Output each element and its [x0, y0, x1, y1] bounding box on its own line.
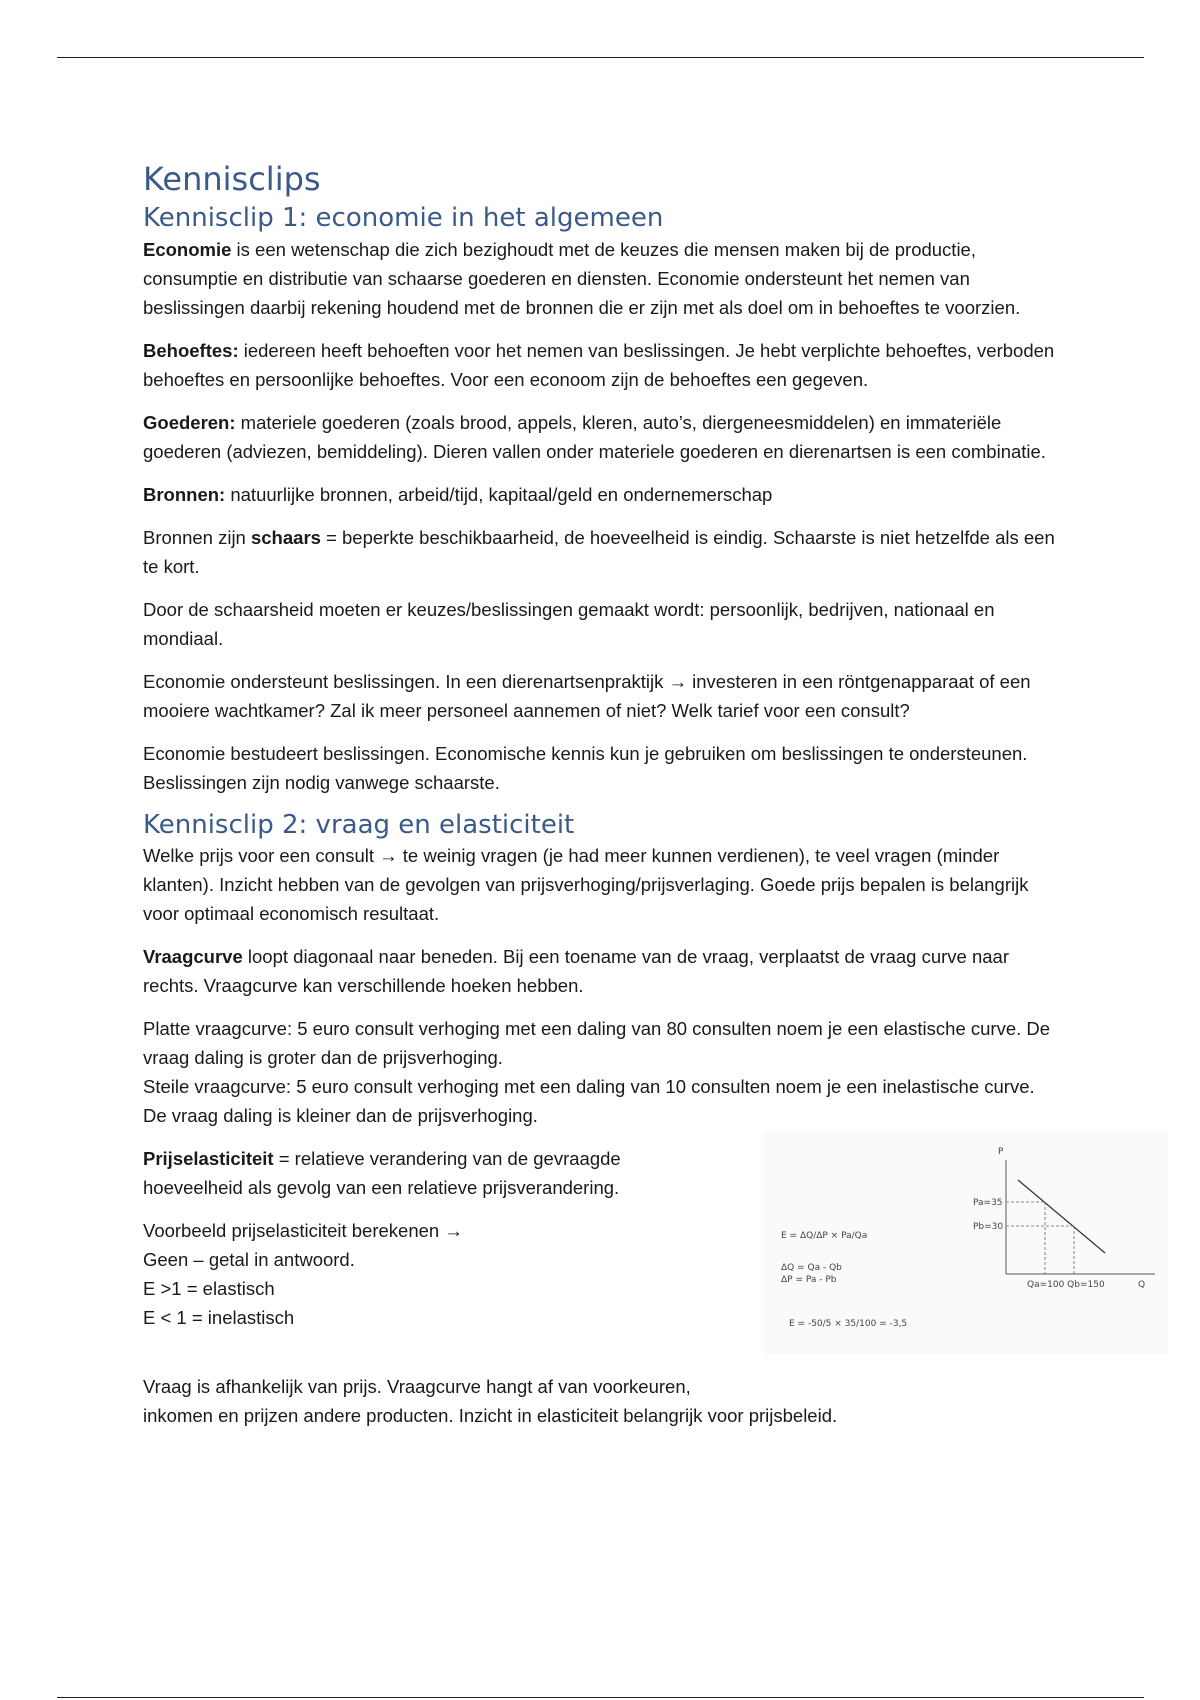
term-schaars: schaars — [250, 526, 321, 548]
paragraph-schaarsheid: Door de schaarsheid moeten er keuzes/beslissingen gemaakt wordt: persoonlijk, bedrijven, nationaal en mondiaal. — [143, 598, 995, 649]
term-behoeftes: Behoeftes: — [143, 339, 239, 361]
paragraph-line: Voorbeeld prijselasticiteit berekenen → — [143, 1220, 463, 1242]
paragraph-line: E < 1 = inelastisch — [143, 1307, 295, 1329]
paragraph-economie — [143, 235, 1063, 322]
axis-label-p: P — [998, 1147, 1004, 1158]
paragraph-text: is een wetenschap die zich bezighoudt met de keuzes die mensen maken bij de productie, consumptie en distributie van schaarse goederen en diensten. Economie ondersteunt het nemen van beslissingen daarbij rekening houdend met de bronnen die er zijn met als doel om in behoeftes te voorzien. — [143, 238, 1021, 318]
paragraph-prijs-consult: Welke prijs voor een consult → te weinig vragen (je had meer kunnen verdienen), te veel vragen (minder klanten). Inzicht hebben van de gevolgen van prijsverhoging/prijsverlaging. Goede prijs bepalen is belangrijk voor optimaal economisch resultaat. — [143, 845, 1029, 925]
paragraph-line: inkomen en prijzen andere producten. Inzicht in elasticiteit belangrijk voor prijsbeleid. — [143, 1405, 838, 1427]
paragraph-text: Bronnen zijn — [143, 526, 251, 548]
elasticity-text — [143, 1144, 703, 1332]
header-rule — [57, 57, 1144, 58]
section-heading-clip2: Kennisclip 2: vraag en elasticiteit — [143, 809, 575, 840]
footer-rule — [57, 1697, 1144, 1698]
paragraph-vraag-prijs — [143, 1372, 1063, 1430]
paragraph-vraagcurve — [143, 942, 1063, 1000]
elasticity-figure-svg — [763, 1132, 1168, 1354]
label-pb: Pb=30 — [973, 1222, 1004, 1233]
label-qa-qb: Qa=100 Qb=150 — [1027, 1280, 1105, 1291]
term-vraagcurve: Vraagcurve — [143, 946, 243, 968]
axis-label-q: Q — [1138, 1280, 1146, 1291]
paragraph-line: Platte vraagcurve: 5 euro consult verhoging met een daling van 80 consulten noem je een elastische curve. De vraag daling is groter dan de prijsverhoging. — [143, 1018, 1051, 1069]
paragraph-text: materiele goederen (zoals brood, appels, kleren, auto’s, diergeneesmiddelen) en immateriële goederen (adviezen, bemiddeling). Dieren vallen onder materiele goederen en dierenartsen is een combinatie. — [143, 411, 1046, 462]
paragraph-bronnen — [143, 480, 1063, 509]
elasticity-section — [143, 1144, 1146, 1358]
page-title: Kennisclips — [143, 160, 321, 198]
formula-delta-p: ΔP = Pa - Pb — [781, 1275, 837, 1286]
section-heading-clip1: Kennisclip 1: economie in het algemeen — [143, 203, 664, 234]
demand-curve — [1018, 1180, 1105, 1253]
formula-elasticity: E = ΔQ/ΔP × Pa/Qa — [781, 1231, 868, 1242]
paragraph-behoeftes — [143, 336, 1063, 394]
formula-result: E = -50/5 × 35/100 = -3,5 — [789, 1319, 908, 1330]
term-bronnen: Bronnen: — [143, 483, 226, 505]
paragraph-line: Geen – getal in antwoord. — [143, 1249, 355, 1271]
paragraph-platte-steile — [143, 1014, 1063, 1130]
paragraph-text: = relatieve verandering van de gevraagde hoeveelheid als gevolg van een relatieve prijsverandering. — [143, 1148, 621, 1199]
elasticity-figure — [763, 1132, 1168, 1354]
document-body — [143, 160, 1146, 1430]
paragraph-text: = beperkte beschikbaarheid, de hoeveelheid is eindig. Schaarste is niet hetzelfde als een te kort. — [143, 526, 1055, 577]
paragraph-text: natuurlijke bronnen, arbeid/tijd, kapitaal/geld en ondernemerschap — [225, 483, 773, 505]
paragraph-line: Steile vraagcurve: 5 euro consult verhoging met een daling van 10 consulten noem je een inelastische curve. De vraag daling is kleiner dan de prijsverhoging. — [143, 1076, 1035, 1127]
paragraph-economische-kennis: Economie bestudeert beslissingen. Economische kennis kun je gebruiken om beslissingen te ondersteunen. Beslissingen zijn nodig vanwege schaarste. — [143, 742, 1028, 793]
paragraph-prijselasticiteit — [143, 1144, 703, 1202]
term-goederen: Goederen: — [143, 411, 236, 433]
term-economie: Economie — [143, 238, 232, 260]
paragraph-line: E >1 = elastisch — [143, 1278, 275, 1300]
paragraph-schaars — [143, 523, 1063, 581]
paragraph-voorbeeld — [143, 1216, 703, 1332]
term-prijselasticiteit: Prijselasticiteit — [143, 1148, 274, 1170]
paragraph-line: Vraag is afhankelijk van prijs. Vraagcurve hangt af van voorkeuren, — [143, 1376, 691, 1398]
paragraph-text: loopt diagonaal naar beneden. Bij een toename van de vraag, verplaatst de vraag curve naar rechts. Vraagcurve kan verschillende hoeken hebben. — [143, 946, 1009, 997]
label-pa: Pa=35 — [973, 1198, 1003, 1209]
paragraph-text: iedereen heeft behoeften voor het nemen van beslissingen. Je hebt verplichte behoeftes, verboden behoeftes en persoonlijke behoeftes. Voor een econoom zijn de behoeftes een gegeven. — [143, 339, 1055, 390]
formula-delta-q: ΔQ = Qa - Qb — [781, 1263, 842, 1274]
paragraph-beslissingen: Economie ondersteunt beslissingen. In een dierenartsenpraktijk → investeren in een röntgenapparaat of een mooiere wachtkamer? Zal ik meer personeel aannemen of niet? Welk tarief voor een consult? — [143, 670, 1031, 721]
paragraph-goederen — [143, 408, 1063, 466]
